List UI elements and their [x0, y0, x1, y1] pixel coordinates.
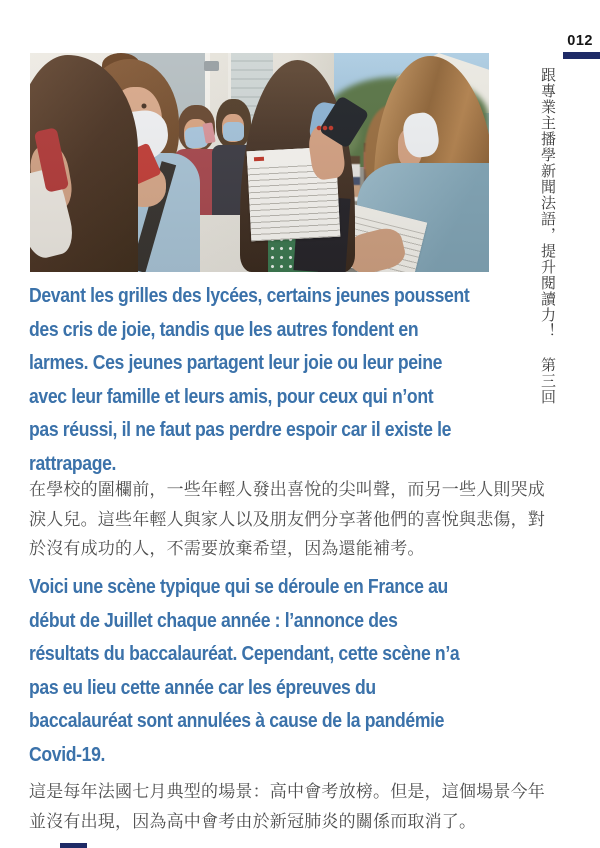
photo-left-student-eyes: [118, 103, 152, 109]
text-line: pas réussi, il ne faut pas perdre espoir car il existe le: [29, 419, 452, 441]
photo-mid-student-hair: [216, 99, 251, 149]
photo-center-student-hand: [306, 123, 346, 181]
photo-phone: [34, 127, 69, 192]
photo-right-student-tshirt: [357, 163, 489, 272]
photo-center-student-hair: [240, 60, 355, 272]
text-line: rattrapage.: [29, 452, 117, 475]
article-photo: [30, 53, 489, 272]
photo-phone: [121, 143, 161, 186]
photo-phone: [318, 95, 369, 149]
photo-right-student-hair: [374, 56, 489, 272]
photo-face-mask: [401, 111, 441, 159]
chinese-paragraph-2: [29, 777, 545, 836]
photo-sky: [30, 53, 489, 272]
text-line: 這是每年法國七月典型的場景：高中會考放榜。但是，這個場景今年: [29, 782, 545, 801]
photo-left-student-top: [74, 153, 200, 272]
photo-paper-logo: [254, 157, 264, 162]
text-line: 並沒有出現，因為高中會考由於新冠肺炎的關係而取消了。: [29, 811, 477, 831]
photo-bag-strap: [131, 161, 176, 272]
photo-mid-student-shirt: [212, 145, 258, 215]
photo-phone: [202, 122, 215, 143]
photo-security-camera: [204, 61, 219, 71]
text-line: larmes. Ces jeunes partagent leur joie ou leur peine: [29, 352, 443, 374]
text-line: Devant les grilles des lycées, certains jeunes poussent: [29, 285, 470, 307]
text-line: avec leur famille et leurs amis, pour ceux qui n’ont: [29, 385, 434, 408]
text-line: Covid-19.: [29, 743, 106, 766]
text-line: 於沒有成功的人，不需要放棄希望，因為還能補考。: [29, 539, 425, 558]
footer-accent-mark: [60, 843, 87, 848]
photo-house-gable: [396, 53, 489, 113]
photo-polka-dot-dress: [268, 208, 318, 272]
chapter-edge-title: 跟專業主播學新聞法語，提升閱讀力！ 第三回: [539, 67, 556, 405]
photo-left-student-hairbun: [102, 53, 140, 77]
photo-left-student-face: [109, 87, 162, 159]
photo-painted-nails: [316, 125, 334, 131]
french-paragraph-1: [29, 280, 529, 481]
text-line: 淚人兒。這些年輕人與家人以及朋友們分享著他們的喜悅與悲傷，對: [29, 509, 545, 529]
photo-face-mask: [110, 108, 171, 164]
text-line: baccalauréat sont annulées à cause de la pandémie: [29, 710, 445, 732]
photo-left-student-hair: [80, 59, 179, 188]
page-number-accent-bar: [563, 52, 600, 59]
photo-trees: [320, 77, 489, 181]
photo-right-student-hand: [344, 225, 408, 272]
photo-mid-student-face: [222, 114, 244, 142]
photo-window: [112, 53, 210, 128]
french-paragraph-2: [29, 571, 518, 772]
text-line: pas eu lieu cette année car les épreuves du: [29, 676, 376, 699]
photo-distant-student: [343, 156, 360, 204]
photo-right-student-face: [398, 129, 422, 167]
photo-foreground-student-hair: [30, 55, 138, 272]
chinese-paragraph-1: [29, 475, 545, 564]
photo-mid-student-face: [184, 119, 208, 149]
text-line: résultats du baccalauréat. Cependant, cette scène n’a: [29, 643, 460, 665]
photo-background-blur: [460, 135, 489, 272]
photo-face-mask: [184, 126, 209, 149]
photo-asphalt-ground: [252, 167, 489, 272]
photo-mid-student-hair: [178, 105, 215, 152]
text-line: début de Juillet chaque année : l’annonce des: [29, 609, 398, 632]
photo-mid-student-shirt: [174, 149, 224, 215]
photo-black-jacket: [293, 195, 350, 272]
photo-face-mask: [30, 166, 78, 261]
photo-results-paper: [325, 201, 427, 272]
photo-right-student-hair: [364, 105, 418, 209]
page-number: 012: [567, 33, 593, 49]
photo-shutter: [228, 53, 273, 157]
text-line: 在學校的圍欄前，一些年輕人發出喜悅的尖叫聲，而另一些人則哭成: [29, 480, 545, 499]
photo-left-student-hand: [122, 165, 166, 207]
photo-trees: [284, 103, 360, 165]
text-line: des cris de joie, tandis que les autres fondent en: [29, 318, 419, 341]
photo-results-paper: [247, 147, 341, 242]
photo-building-wall: [30, 53, 334, 272]
photo-face-mask: [308, 101, 346, 148]
photo-distant-student: [364, 143, 380, 195]
photo-foreground-student-face: [30, 142, 75, 214]
text-line: Voici une scène typique qui se déroule en France au: [29, 576, 448, 598]
photo-face-mask: [223, 122, 244, 141]
